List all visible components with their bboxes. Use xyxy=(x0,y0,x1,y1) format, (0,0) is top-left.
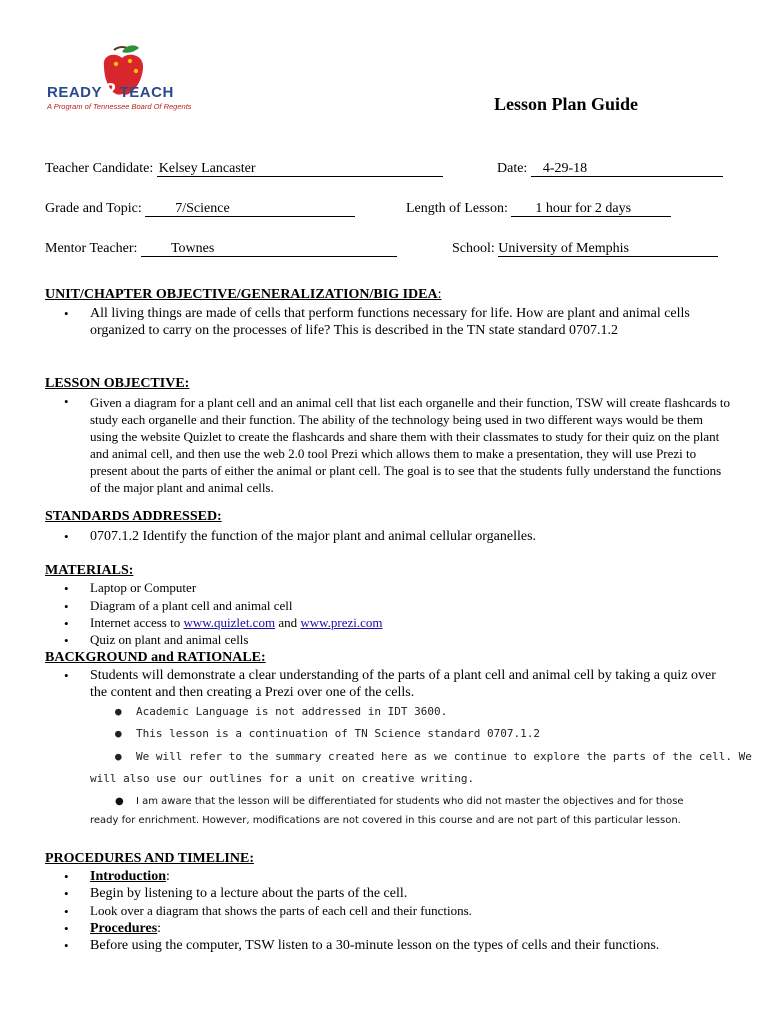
length-field xyxy=(406,201,671,217)
background-sub3b: will also use our outlines for a unit on creative writing. xyxy=(90,772,475,785)
mentor-value: Townes xyxy=(170,241,215,256)
bullet-icon: • xyxy=(64,633,69,648)
bullet-icon: • xyxy=(64,886,69,901)
standards-bullet: 0707.1.2 Identify the function of the major plant and animal cellular organelles. xyxy=(90,529,537,544)
grade-label: Grade and Topic: xyxy=(45,201,142,216)
bullet-icon: • xyxy=(64,616,69,631)
bullet-icon: • xyxy=(64,921,69,936)
date-value: 4-29-18 xyxy=(542,161,588,176)
teacher-field xyxy=(45,161,443,177)
bullet-icon: • xyxy=(64,529,69,544)
grade-value: 7/Science xyxy=(175,201,230,216)
objective-heading: LESSON OBJECTIVE: xyxy=(45,376,190,391)
mentor-label: Mentor Teacher: xyxy=(45,241,138,256)
school-label: School: xyxy=(452,241,495,256)
material-item: Laptop or Computer xyxy=(90,580,197,595)
background-sub4b: ready for enrichment. However, modifications are not covered in this course and are not part of this particular lesson. xyxy=(90,815,681,826)
background-sub3a: We will refer to the summary created here as we continue to explore the parts of the cell. We xyxy=(136,750,752,763)
background-sub1: Academic Language is not addressed in IDT 3600. xyxy=(136,705,448,718)
unit-heading xyxy=(45,287,442,303)
bullet-icon: • xyxy=(64,599,69,614)
unit-heading-text: UNIT/CHAPTER OBJECTIVE/GENERALIZATION/BIG IDEA xyxy=(45,287,438,302)
teacher-value: Kelsey Lancaster xyxy=(158,161,256,176)
teacher-label: Teacher Candidate: xyxy=(45,161,154,176)
unit-heading-colon: : xyxy=(437,287,442,302)
material-item-internet xyxy=(90,615,383,631)
ready2teach-logo xyxy=(44,44,194,116)
quizlet-link[interactable]: www.quizlet.com xyxy=(183,615,276,630)
school-value: University of Memphis xyxy=(498,241,629,256)
background-bullet: Students will demonstrate a clear understanding of the parts of a plant cell and animal cell by taking a quiz over the content and then creating a Prezi over one of the cells. xyxy=(90,668,716,700)
sub-bullet-icon: ● xyxy=(115,727,122,740)
date-field xyxy=(497,161,723,177)
intro-label xyxy=(90,868,170,885)
bullet-icon: • xyxy=(64,668,69,683)
school-field xyxy=(452,241,718,257)
grade-field xyxy=(45,201,355,217)
logo-teach: TEACH xyxy=(119,84,174,101)
bullet-icon: • xyxy=(64,869,69,884)
procedure-step: Look over a diagram that shows the parts of each cell and their functions. xyxy=(90,903,472,918)
background-sub4a: I am aware that the lesson will be differentiated for students who did not master the objectives and for those xyxy=(136,796,684,807)
intro-colon: : xyxy=(165,869,170,884)
sub-bullet-icon: ● xyxy=(115,750,122,763)
date-label: Date: xyxy=(497,161,528,176)
material-item: Diagram of a plant cell and animal cell xyxy=(90,598,293,613)
sub-bullet-icon: ● xyxy=(115,705,122,718)
materials-heading: MATERIALS: xyxy=(45,563,134,578)
procedures-label xyxy=(90,920,161,937)
bullet-icon: • xyxy=(64,394,69,409)
prezi-link[interactable]: www.prezi.com xyxy=(300,615,383,630)
background-heading xyxy=(45,650,266,666)
unit-bullet: All living things are made of cells that perform functions necessary for life. How are plant and animal cells organized to carry on the processes of life? This is described in the TN state standard 0707.1.2 xyxy=(90,306,690,338)
procedures-colon: : xyxy=(157,921,162,936)
background-heading-text: BACKGROUND and RATIONALE xyxy=(45,650,261,665)
background-heading-colon: : xyxy=(261,650,266,665)
procedure-step: Before using the computer, TSW listen to a 30-minute lesson on the types of cells and their functions. xyxy=(90,938,660,953)
bullet-icon: • xyxy=(64,938,69,953)
sub-bullet-icon: ● xyxy=(115,796,124,807)
logo-ready: READY xyxy=(47,84,103,101)
logo-two: 2 xyxy=(105,80,117,102)
mentor-field xyxy=(45,241,397,257)
material-item: Quiz on plant and animal cells xyxy=(90,632,249,647)
logo-tagline: A Program of Tennessee Board Of Regents xyxy=(47,102,192,111)
page-title: Lesson Plan Guide xyxy=(494,94,639,114)
objective-bullet: Given a diagram for a plant cell and an animal cell that list each organelle and their function, TSW will create flashcards to study each organelle and their function. The ability of the technology being used in two different ways would be them using the website Quizlet to create the flashcards and share them with their classmates to study for their quiz on the plant and animal cell, and then use the web 2.0 tool Prezi which allows them to make a presentation, they will use Prezi to present about the parts of either the animal or plant cell. The goal is to see that the students fully understand the functions of the major plant and animal cells. xyxy=(90,395,731,495)
and-text: and xyxy=(275,615,301,630)
bullet-icon: • xyxy=(64,306,69,321)
procedures-title: Procedures xyxy=(90,921,158,936)
length-label: Length of Lesson: xyxy=(406,201,508,216)
bullet-icon: • xyxy=(64,904,69,919)
background-sub2: This lesson is a continuation of TN Science standard 0707.1.2 xyxy=(136,727,540,740)
internet-prefix: Internet access to xyxy=(90,615,184,630)
standards-heading: STANDARDS ADDRESSED: xyxy=(45,509,222,524)
bullet-icon: • xyxy=(64,581,69,596)
length-value: 1 hour for 2 days xyxy=(535,201,632,216)
procedures-heading: PROCEDURES AND TIMELINE: xyxy=(45,851,254,866)
procedure-step: Begin by listening to a lecture about the parts of the cell. xyxy=(90,886,408,901)
intro-title: Introduction xyxy=(90,869,166,884)
